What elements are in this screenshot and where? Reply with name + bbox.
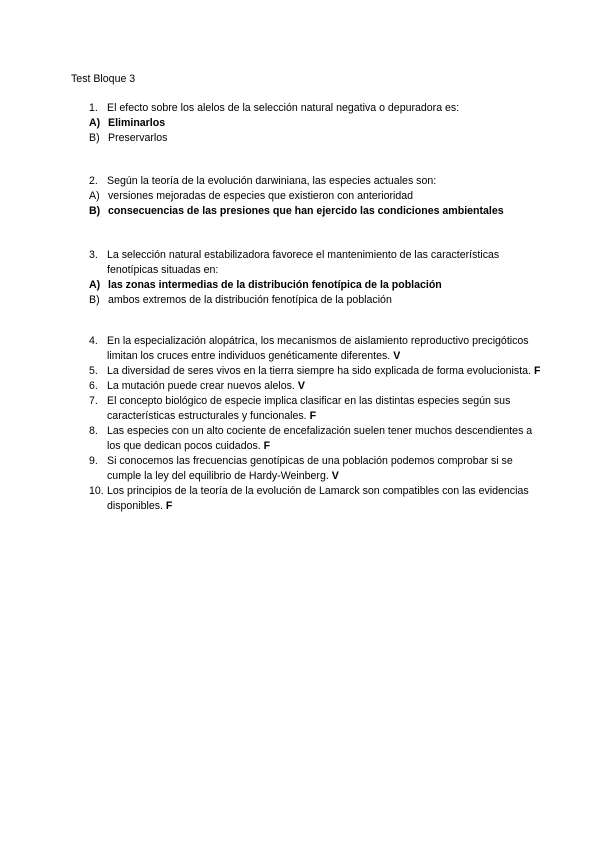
answer-mark: F [165, 500, 173, 512]
option-letter: A) [89, 117, 101, 129]
list-item [71, 454, 541, 484]
option-text: ambos extremos de la distribución fenotípica de la población [108, 294, 392, 306]
option-letter: B) [89, 205, 101, 217]
question-statement: En la especialización alopátrica, los mecanismos de aislamiento reproductivo precigóticos limitan los cruces entre individuos genéticamente diferentes. [107, 335, 529, 362]
answer-mark: V [393, 350, 401, 362]
option-letter: A) [89, 190, 100, 202]
option-a [71, 278, 541, 293]
option-b [71, 293, 541, 308]
question-number: 10. [89, 485, 104, 497]
list-item [71, 364, 541, 379]
question-statement: La mutación puede crear nuevos alelos. [107, 380, 295, 392]
question-statement: Según la teoría de la evolución darwiniana, las especies actuales son: [107, 175, 437, 187]
option-text: las zonas intermedias de la distribución fenotípica de la población [108, 279, 442, 291]
list-item [71, 484, 541, 514]
question-statement: La selección natural estabilizadora favorece el mantenimiento de las características fenotípicas situadas en: [107, 249, 500, 276]
question-statement: El efecto sobre los alelos de la selección natural negativa o depuradora es: [107, 102, 460, 114]
question-number: 2. [89, 175, 98, 187]
question-1 [71, 101, 541, 146]
question-number: 4. [89, 335, 98, 347]
answer-mark: V [331, 470, 339, 482]
question-statement: Si conocemos las frecuencias genotípicas de una población podemos comprobar si se cumple la ley del equilibrio de Hardy-Weinberg. [107, 455, 513, 482]
option-text: versiones mejoradas de especies que existieron con anterioridad [108, 190, 414, 202]
option-text: Eliminarlos [108, 117, 166, 129]
option-b [71, 204, 541, 219]
list-item [71, 334, 541, 364]
option-text: Preservarlos [108, 132, 168, 144]
answer-mark: V [297, 380, 305, 392]
question-statement: La diversidad de seres vivos en la tierra siempre ha sido explicada de forma evolucionista. [107, 365, 531, 377]
list-item [71, 379, 541, 394]
option-b [71, 131, 541, 146]
answer-mark: F [263, 440, 271, 452]
question-3 [71, 248, 541, 308]
list-item [71, 394, 541, 424]
question-number: 6. [89, 380, 98, 392]
question-number: 3. [89, 249, 98, 261]
question-number: 7. [89, 395, 98, 407]
option-letter: B) [89, 132, 100, 144]
answer-mark: F [533, 365, 541, 377]
question-number: 5. [89, 365, 98, 377]
option-letter: A) [89, 279, 101, 291]
answer-mark: F [309, 410, 317, 422]
true-false-list [71, 334, 541, 514]
question-text [71, 101, 541, 116]
question-2 [71, 174, 541, 219]
question-text [71, 248, 541, 278]
list-item [71, 424, 541, 454]
question-statement: Las especies con un alto cociente de encefalización suelen tener muchos descendientes a los que dedican pocos cuidados. [107, 425, 533, 452]
question-number: 9. [89, 455, 98, 467]
question-number: 1. [89, 102, 98, 114]
question-text [71, 174, 541, 189]
question-statement: El concepto biológico de especie implica clasificar en las distintas especies según sus características estructurales y funcionales. [107, 395, 511, 422]
option-letter: B) [89, 294, 100, 306]
question-statement: Los principios de la teoría de la evolución de Lamarck son compatibles con las evidencias disponibles. [107, 485, 529, 512]
option-a [71, 189, 541, 204]
option-text: consecuencias de las presiones que han ejercido las condiciones ambientales [108, 205, 504, 217]
document-title: Test Bloque 3 [71, 73, 136, 85]
option-a [71, 116, 541, 131]
question-number: 8. [89, 425, 98, 437]
